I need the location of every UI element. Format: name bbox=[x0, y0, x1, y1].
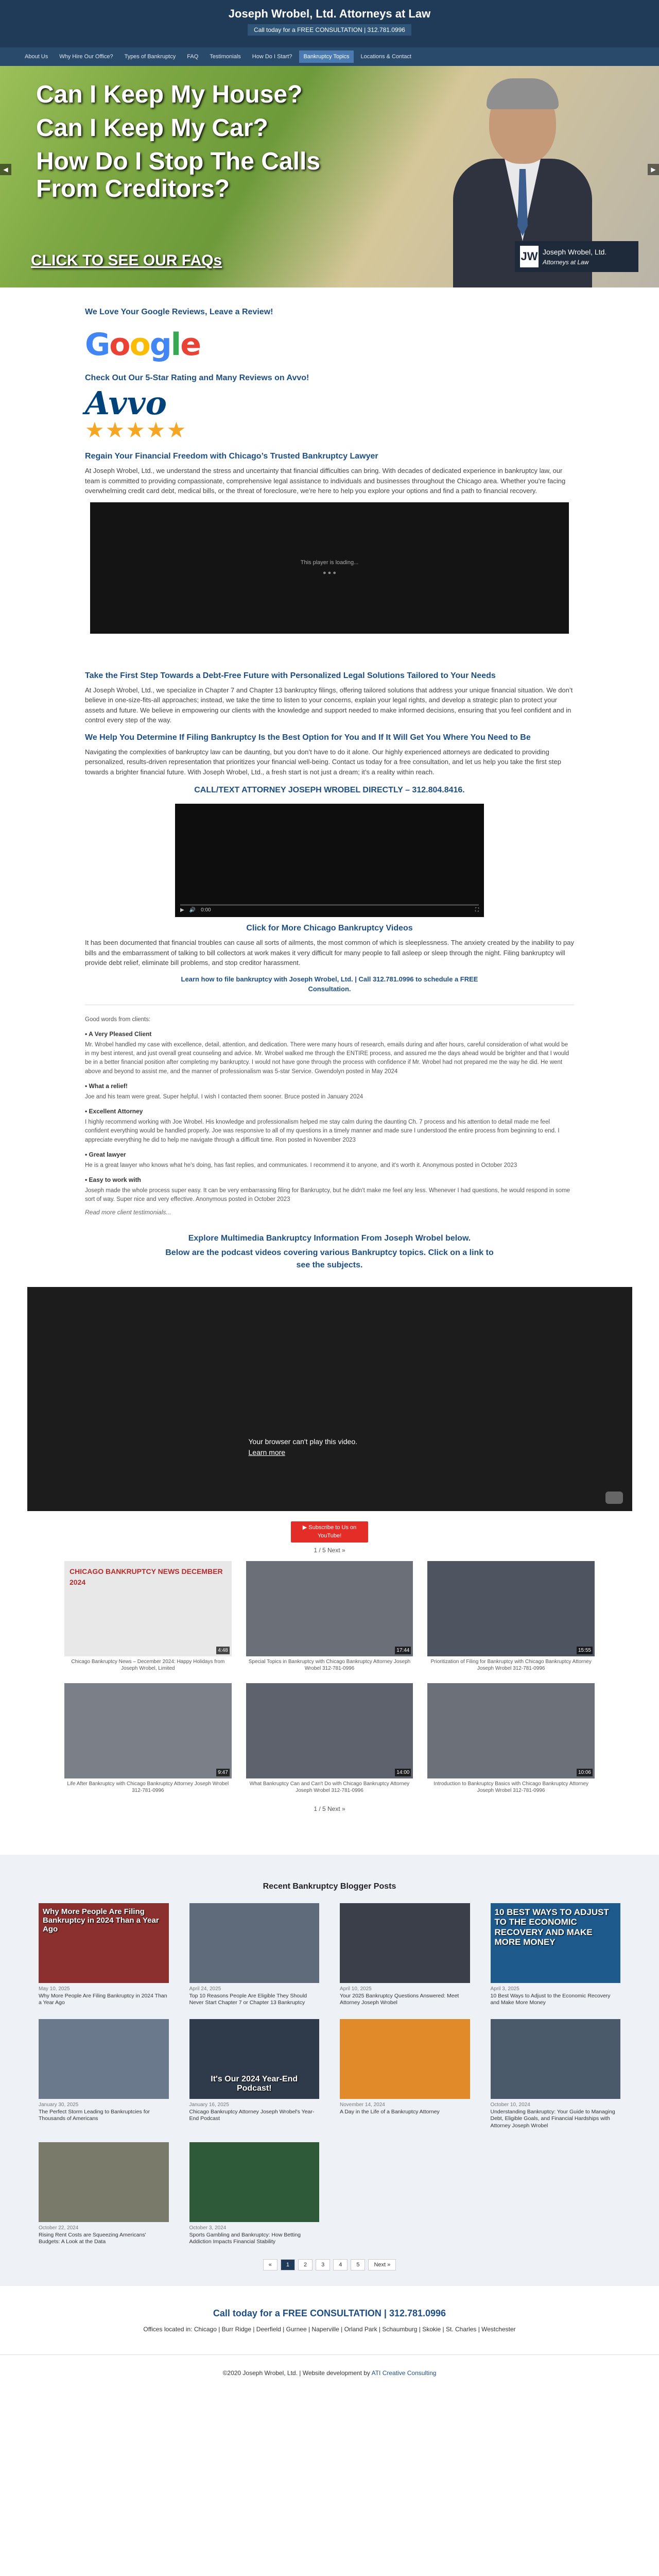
youtube-learn-more-link[interactable]: Learn more bbox=[248, 1448, 286, 1456]
slider-next-icon[interactable]: ▶ bbox=[648, 164, 659, 175]
review-heading: • What a relief! bbox=[85, 1082, 128, 1090]
video-caption[interactable]: Special Topics in Bankruptcy with Chicago Bankruptcy Attorney Joseph Wrobel 312-781-0996 bbox=[248, 1658, 411, 1671]
blog-image-caption: It's Our 2024 Year-End Podcast! bbox=[211, 2075, 298, 2093]
video-caption[interactable]: Prioritization of Filing for Bankruptcy with Chicago Bankruptcy Attorney Joseph Wrobel 312-781-0996 bbox=[430, 1658, 592, 1671]
site-title[interactable]: Joseph Wrobel, Ltd. Attorneys at Law bbox=[228, 7, 431, 20]
video-progress-bar[interactable] bbox=[180, 904, 479, 906]
video-thumbnail[interactable] bbox=[427, 1561, 595, 1656]
video-caption[interactable]: Chicago Bankruptcy News – December 2024: Happy Holidays from Joseph Wrobel, Limited bbox=[71, 1658, 225, 1671]
youtube-icon[interactable] bbox=[605, 1492, 623, 1504]
play-icon[interactable]: ▶ bbox=[180, 907, 184, 913]
video-grid bbox=[64, 1561, 595, 1794]
blog-image-caption: Why More People Are Filing Bankruptcy in 2024 Than a Year Ago bbox=[43, 1907, 159, 1934]
nav-bankruptcy-topics[interactable]: Bankruptcy Topics bbox=[299, 50, 353, 63]
hero-banner[interactable] bbox=[0, 66, 659, 287]
intro-video-player[interactable] bbox=[90, 502, 569, 634]
blog-date: October 3, 2024 bbox=[189, 2225, 227, 2231]
slider-prev-icon[interactable]: ◀ bbox=[0, 164, 11, 175]
youtube-error-text: Your browser can't play this video. bbox=[248, 1437, 357, 1446]
video-card[interactable] bbox=[64, 1683, 232, 1794]
blog-image-caption: 10 BEST WAYS TO ADJUST TO THE ECONOMIC RECOVERY AND MAKE MORE MONEY bbox=[494, 1907, 609, 1947]
blog-post-title[interactable]: Top 10 Reasons People Are Eligible They Should Never Start Chapter 7 or Chapter 13 Bankruptcy bbox=[189, 1992, 307, 2006]
video-time: 0:00 bbox=[201, 907, 211, 913]
firm-logo-mark: JW bbox=[520, 246, 539, 267]
footer-call[interactable]: Call today for a FREE CONSULTATION | 312.781.0996 bbox=[213, 2308, 446, 2319]
blog-post-title[interactable]: Sports Gambling and Bankruptcy: How Betting Addiction Impacts Financial Stability bbox=[189, 2231, 301, 2245]
review-heading: • Easy to work with bbox=[85, 1176, 141, 1183]
video-duration: 17:44 bbox=[395, 1647, 411, 1654]
blog-post-title[interactable]: The Perfect Storm Leading to Bankruptcies for Thousands of Americans bbox=[39, 2108, 150, 2122]
review-heading: • Great lawyer bbox=[85, 1150, 126, 1158]
video-thumb-title: CHICAGO BANKRUPTCY NEWS DECEMBER 2024 bbox=[70, 1567, 223, 1586]
blog-post-title[interactable]: 10 Best Ways to Adjust to the Economic Recovery and Make More Money bbox=[490, 1992, 611, 2006]
learn-how-link[interactable]: Learn how to file bankruptcy with Joseph Wrobel, Ltd. | Call 312.781.0996 to schedule a FREE Consultation. bbox=[181, 975, 478, 993]
blog-date: October 22, 2024 bbox=[39, 2225, 79, 2231]
blog-post-title[interactable]: Understanding Bankruptcy: Your Guide to Managing Debt, Eligible Goals, and Financial Hardships with Attorney Joseph Wrobel bbox=[490, 2108, 615, 2129]
regain-text: At Joseph Wrobel, Ltd., we understand the stress and uncertainty that financial difficulties can bring. With decades of dedicated experience in bankruptcy law, our team is committed to providing compassionate, comprehensive legal assistance to individuals and businesses throughout the Chicago area. Whether you're facing overwhelming credit card debt, medical bills, or the threat of foreclosure, we're here to help you explore your options and find a path to financial recovery. bbox=[85, 467, 566, 495]
review-text: I highly recommend working with Joe Wrobel. His knowledge and professionalism helped me stay calm during the daunting Ch. 7 process and his attention to detail made me feel confident everything would be handled properly. Joe was responsive to all of my questions in a timely manner and made sure I understood the entire process from beginning to end. I appreciate everything he did to help me navigate through a difficult time. Ron posted in November 2023 bbox=[85, 1119, 560, 1143]
blog-image[interactable] bbox=[189, 2142, 320, 2222]
video-duration: 15:55 bbox=[577, 1647, 593, 1654]
video-card[interactable] bbox=[246, 1561, 413, 1672]
firm-logo bbox=[515, 241, 638, 272]
read-more-testimonials-link[interactable]: Read more client testimonials... bbox=[85, 1208, 171, 1216]
review-text: Joseph made the whole process super easy. It can be very embarrassing filing for Bankruptcy, but he didn't make me feel any less. Whenever I had questions, he would respond in some sort of way. Super nice and very effective. Anonymous posted in October 2023 bbox=[85, 1188, 570, 1203]
site-header bbox=[0, 0, 659, 47]
video-card[interactable] bbox=[427, 1561, 595, 1672]
blog-image[interactable] bbox=[189, 1903, 320, 1983]
chicago-video-player[interactable] bbox=[175, 804, 484, 917]
video-pager-top[interactable]: 1 / 5 Next » bbox=[314, 1546, 345, 1554]
blog-date: November 14, 2024 bbox=[340, 2102, 385, 2108]
review-heading: • A Very Pleased Client bbox=[85, 1030, 152, 1038]
youtube-playlist-player[interactable] bbox=[27, 1287, 632, 1511]
first-step-heading: Take the First Step Towards a Debt-Free Future with Personalized Legal Solutions Tailored to Your Needs bbox=[85, 671, 496, 680]
first-step-text: At Joseph Wrobel, Ltd., we specialize in Chapter 7 and Chapter 13 bankruptcy filings, offering tailored solutions that address your unique financial situation. We don’t believe in one-size-fits-all approaches; instead, we take the time to listen to your concerns, explain your legal rights, and develop a strategic plan to protect your assets and future. We believe in empowering our clients with the knowledge and support needed to make informed decisions, ensuring that you feel confident and in control every step of the way. bbox=[85, 686, 573, 724]
video-duration: 9:47 bbox=[216, 1769, 229, 1776]
nav-about-us[interactable]: About Us bbox=[25, 53, 48, 60]
logo-firm-name: Joseph Wrobel, Ltd. bbox=[543, 247, 607, 256]
blog-section bbox=[0, 1855, 659, 2286]
blog-image[interactable] bbox=[39, 2019, 169, 2099]
blog-date: January 30, 2025 bbox=[39, 2102, 79, 2108]
determine-text: Navigating the complexities of bankruptcy law can be daunting, but you don’t have to do it alone. Our highly experienced attorneys are dedicated to providing personalized, results-driven representation that prioritizes your financial well-being. Contact us today for a free consultation, and let us help you take the first step towards a brighter financial future. With Joseph Wrobel, Ltd., a fresh start is not just a dream; it’s a reality within reach. bbox=[85, 748, 561, 776]
blog-image[interactable] bbox=[491, 2019, 621, 2099]
office-locations: Offices located in: Chicago | Burr Ridge | Deerfield | Gurnee | Naperville | Orland Park | Schaumburg | Skokie | St. Charles | Westchester bbox=[0, 2325, 659, 2355]
review-text: Joe and his team were great. Super helpful. I wish I contacted them sooner. Bruce posted in January 2024 bbox=[85, 1093, 363, 1100]
hero-question-calls: How Do I Stop The Calls From Creditors? bbox=[36, 148, 321, 202]
blog-card[interactable] bbox=[189, 2142, 320, 2246]
call-attorney-directly[interactable]: CALL/TEXT ATTORNEY JOSEPH WROBEL DIRECTLY – 312.804.8416. bbox=[194, 786, 465, 794]
subscribe-youtube-button[interactable]: ▶ Subscribe to Us on YouTube! bbox=[291, 1521, 368, 1543]
blog-card[interactable] bbox=[340, 1903, 470, 2007]
blog-card[interactable] bbox=[189, 1903, 320, 2007]
star-rating: ★★★★★ bbox=[85, 418, 187, 442]
blog-card[interactable] bbox=[39, 2019, 169, 2130]
video-caption[interactable]: What Bankruptcy Can and Can't Do with Chicago Bankruptcy Attorney Joseph Wrobel 312-781-0996 bbox=[249, 1781, 410, 1793]
loading-dots-icon: ● ● ● bbox=[322, 570, 337, 576]
blog-date: April 10, 2025 bbox=[340, 1986, 372, 1992]
main-content bbox=[85, 287, 574, 1272]
blog-post-title[interactable]: Rising Rent Costs are Squeezing Americans' Budgets: A Look at the Data bbox=[39, 2231, 146, 2245]
nav-why-hire[interactable]: Why Hire Our Office? bbox=[59, 53, 113, 60]
main-nav bbox=[0, 47, 659, 66]
video-thumbnail[interactable] bbox=[246, 1683, 413, 1778]
blog-card[interactable] bbox=[189, 2019, 320, 2130]
blog-post-title[interactable]: Chicago Bankruptcy Attorney Joseph Wrobel's Year-End Podcast bbox=[189, 2108, 315, 2122]
copyright bbox=[0, 2355, 659, 2388]
blog-post-title[interactable]: Your 2025 Bankruptcy Questions Answered: Meet Attorney Joseph Wrobel bbox=[340, 1992, 459, 2006]
video-loading-text: This player is loading... bbox=[300, 559, 359, 566]
site-footer bbox=[0, 2307, 659, 2388]
blog-date: April 24, 2025 bbox=[189, 1986, 221, 1992]
video-thumbnail[interactable] bbox=[246, 1561, 413, 1656]
video-duration: 14:00 bbox=[395, 1769, 411, 1776]
blog-pager bbox=[0, 2259, 659, 2271]
video-duration: 4:48 bbox=[216, 1647, 229, 1654]
review-text: Mr. Wrobel handled my case with excellence, detail, attention, and dedication. There were many hours of research, emails during and after hours, careful consideration of what would be in my best interest, and just overall great counseling and advice. Mr. Wrobel walked me through the ENTIRE process, and assured me the days ahead would be brighter and that I would be in a better financial position after completing my bankruptcy. I would not have gone through the process with confidence if Mr. Wrobel had not prepared me the way he did. He went above and beyond to assist me, and the manner of professionalism was 5-star Service. Gwendolyn posted in May 2024 bbox=[85, 1041, 569, 1075]
video-caption[interactable]: Introduction to Bankruptcy Basics with Chicago Bankruptcy Attorney Joseph Wrobel 312-781-0996 bbox=[433, 1781, 589, 1793]
video-pager-bottom[interactable]: 1 / 5 Next » bbox=[314, 1805, 345, 1812]
blog-image[interactable] bbox=[189, 2019, 320, 2099]
video-thumbnail[interactable] bbox=[64, 1683, 232, 1778]
youtube-error bbox=[249, 1436, 358, 1458]
call-bar[interactable]: Call today for a FREE CONSULTATION | 312.781.0996 bbox=[248, 24, 411, 36]
google-review-heading: We Love Your Google Reviews, Leave a Review! bbox=[85, 308, 273, 316]
blog-page-3[interactable]: 3 bbox=[316, 2259, 330, 2271]
fullscreen-icon[interactable]: ⛶ bbox=[475, 907, 479, 913]
hero-question-house: Can I Keep My House? bbox=[36, 81, 303, 108]
nav-locations-contact[interactable]: Locations & Contact bbox=[360, 53, 411, 60]
faq-link[interactable]: CLICK TO SEE OUR FAQs bbox=[31, 252, 222, 269]
blog-date: January 16, 2025 bbox=[189, 2102, 229, 2108]
review-heading: • Excellent Attorney bbox=[85, 1108, 143, 1115]
volume-icon[interactable]: 🔊 bbox=[189, 907, 196, 913]
blog-page-5[interactable]: 5 bbox=[351, 2259, 365, 2271]
multimedia-subheading: Below are the podcast videos covering various Bankruptcy topics. Click on a link to see the subjects. bbox=[165, 1248, 494, 1269]
blog-card[interactable] bbox=[39, 1903, 169, 2007]
testimonials-block bbox=[85, 1015, 574, 1217]
video-card[interactable] bbox=[427, 1683, 595, 1794]
blog-date: April 3, 2025 bbox=[490, 1986, 519, 1992]
blog-image[interactable] bbox=[340, 1903, 470, 1983]
determine-heading: We Help You Determine If Filing Bankruptcy Is the Best Option for You and If It Will Get You Where You Need to Be bbox=[85, 733, 531, 742]
blog-grid bbox=[39, 1903, 620, 2246]
logo-tagline: Attorneys at Law bbox=[543, 258, 589, 266]
video-card[interactable] bbox=[64, 1561, 232, 1672]
blog-page-prev[interactable]: « bbox=[263, 2259, 278, 2271]
blog-image[interactable] bbox=[340, 2019, 470, 2099]
video-thumbnail[interactable] bbox=[427, 1683, 595, 1778]
blog-card[interactable] bbox=[491, 2019, 621, 2130]
blog-page-next[interactable]: Next » bbox=[368, 2259, 396, 2271]
nav-types-of-bankruptcy[interactable]: Types of Bankruptcy bbox=[124, 53, 176, 60]
blog-page-1[interactable]: 1 bbox=[281, 2259, 295, 2271]
hero-question-car: Can I Keep My Car? bbox=[36, 114, 268, 142]
blog-title: Recent Bankruptcy Blogger Posts bbox=[263, 1882, 396, 1891]
avvo-heading: Check Out Our 5-Star Rating and Many Reviews on Avvo! bbox=[85, 374, 309, 382]
more-videos-link[interactable]: Click for More Chicago Bankruptcy Videos bbox=[246, 924, 413, 933]
blog-post-title[interactable]: Why More People Are Filing Bankruptcy in 2024 Than a Year Ago bbox=[39, 1992, 167, 2006]
blog-date: May 10, 2025 bbox=[39, 1986, 70, 1992]
copyright-text: ©2020 Joseph Wrobel, Ltd. | Website development by bbox=[222, 2369, 370, 2377]
video-thumbnail[interactable] bbox=[64, 1561, 232, 1656]
blog-image[interactable] bbox=[39, 2142, 169, 2222]
nav-faq[interactable]: FAQ bbox=[187, 53, 199, 60]
blog-date: October 10, 2024 bbox=[490, 2102, 530, 2108]
nav-how-do-i-start[interactable]: How Do I Start? bbox=[252, 53, 292, 60]
video-duration: 10:06 bbox=[577, 1769, 593, 1776]
documented-text: It has been documented that financial troubles can cause all sorts of ailments, the most common of which is sleeplessness. The anxiety created by the inability to pay bills and the embarrassment of talking to bill collectors at work makes it very difficult for many people to fall asleep or sleep through the night. Filing bankruptcy will provide debt relief, eliminate bill problems, and stop creditor harassment. bbox=[85, 939, 574, 967]
nav-testimonials[interactable]: Testimonials bbox=[210, 53, 241, 60]
regain-heading: Regain Your Financial Freedom with Chicago’s Trusted Bankruptcy Lawyer bbox=[85, 452, 378, 461]
video-caption[interactable]: Life After Bankruptcy with Chicago Bankruptcy Attorney Joseph Wrobel 312-781-0996 bbox=[67, 1781, 229, 1793]
blog-card[interactable] bbox=[491, 1903, 621, 2007]
multimedia-heading: Explore Multimedia Bankruptcy Information From Joseph Wrobel below. bbox=[188, 1233, 471, 1243]
blog-page-4[interactable]: 4 bbox=[333, 2259, 348, 2271]
google-logo[interactable]: Google bbox=[85, 327, 200, 363]
testimonials-intro: Good words from clients: bbox=[85, 1016, 151, 1023]
blog-card[interactable] bbox=[340, 2019, 470, 2130]
blog-page-2[interactable]: 2 bbox=[298, 2259, 313, 2271]
avvo-logo[interactable]: Avvo bbox=[85, 384, 167, 422]
review-text: He is a great lawyer who knows what he's doing, has fast replies, and communicates. I recommend it to anyone, and it's worth it. Anonymous posted in October 2023 bbox=[85, 1162, 517, 1168]
video-card[interactable] bbox=[246, 1683, 413, 1794]
blog-card[interactable] bbox=[39, 2142, 169, 2246]
blog-post-title[interactable]: A Day in the Life of a Bankruptcy Attorney bbox=[340, 2108, 440, 2115]
blog-image[interactable] bbox=[39, 1903, 169, 1983]
blog-image[interactable] bbox=[491, 1903, 621, 1983]
developer-link[interactable]: ATI Creative Consulting bbox=[371, 2369, 437, 2377]
